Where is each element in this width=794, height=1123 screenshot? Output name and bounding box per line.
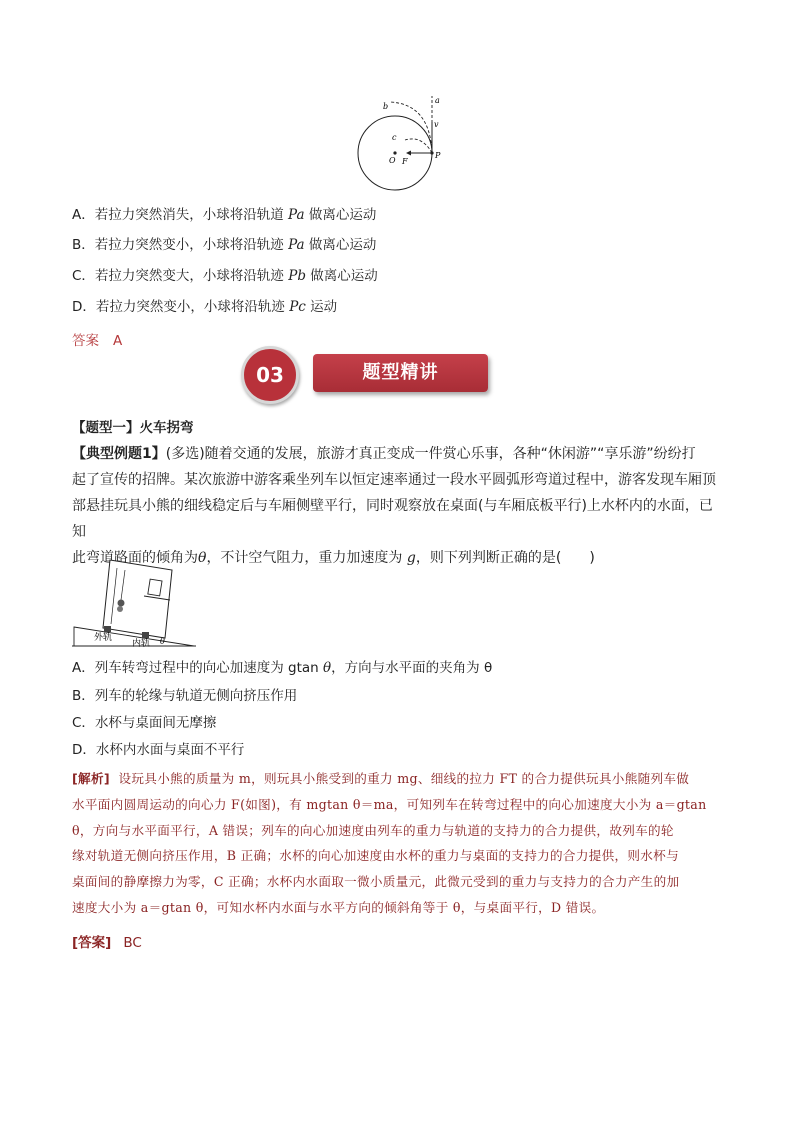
circular-motion-diagram	[350, 92, 450, 197]
topic-heading: 【题型一】火车拐弯	[72, 420, 194, 436]
analysis-line-1: [解析] 设玩具小熊的质量为 m，则玩具小熊受到的重力 mg、细线的拉力 FT 的合力提供玩具小熊随列车做	[72, 771, 690, 786]
example-line-3: 部悬挂玩具小熊的细线稳定后与车厢侧壁平行，同时观察放在桌面(与车厢底板平行)上水杯内的水面，已知	[72, 498, 713, 540]
center-dot	[393, 151, 396, 154]
angle-label: θ	[160, 637, 165, 646]
analysis-block	[72, 766, 724, 921]
force-arrow-head	[406, 151, 411, 156]
section-title-banner: 题型精讲	[313, 354, 488, 392]
label-f: F	[402, 157, 408, 166]
inner-rail-label: 内轨	[132, 639, 151, 649]
label-p: P	[435, 151, 441, 160]
label-c: c	[392, 133, 397, 142]
example-line-2: 起了宣传的招牌。某次旅游中游客乘坐列车以恒定速率通过一段水平圆弧形弯道过程中，游客发现车厢顶	[72, 472, 716, 488]
label-a: a	[435, 96, 440, 105]
q1-option-d: D．若拉力突然变小，小球将沿轨迹 Pc 运动	[72, 299, 338, 315]
trajectory-pc	[405, 139, 432, 153]
point-p-dot	[430, 151, 433, 154]
analysis-line-2: 水平面内圆周运动的向心力 F(如图)，有 mgtan θ＝ma，可知列车在转弯过程中的向心加速度大小为 a＝gtan	[72, 796, 707, 812]
q2-option-b: B．列车的轮缘与轨道无侧向挤压作用	[72, 688, 298, 704]
q1-option-b: B．若拉力突然变小，小球将沿轨迹 Pa 做离心运动	[72, 237, 377, 253]
q1-answer: 答案 A	[72, 333, 123, 349]
q1-option-c: C．若拉力突然变大，小球将沿轨迹 Pb 做离心运动	[72, 268, 378, 284]
section-number-badge: 03	[241, 346, 299, 404]
label-v: v	[434, 120, 439, 129]
toy-bear-icon	[118, 600, 125, 607]
analysis-line-6: 速度大小为 a＝gtan θ，可知水杯内水面与水平方向的倾斜角等于 θ，与桌面平行，D 错误。	[72, 899, 605, 915]
train-car-diagram	[72, 556, 197, 651]
analysis-line-3: θ，方向与水平面平行，A 错误；列车的向心加速度由列车的重力与轨道的支持力的合力提供，故列车的轮	[72, 822, 674, 838]
analysis-line-4: 缘对轨道无侧向挤压作用，B 正确；水杯的向心加速度由水杯的重力与桌面的支持力的合力提供，则水杯与	[72, 848, 679, 864]
label-o: O	[389, 156, 396, 165]
water-cup	[148, 579, 162, 596]
outer-wheel	[104, 626, 111, 632]
inner-wheel	[142, 632, 149, 638]
q2-answer: [答案] BC	[72, 935, 142, 951]
example-problem	[72, 441, 724, 571]
label-b: b	[383, 102, 389, 111]
q2-option-d: D．水杯内水面与桌面不平行	[72, 742, 245, 758]
q2-option-c: C．水杯与桌面间无摩擦	[72, 715, 217, 731]
toy-bear-body	[117, 606, 123, 612]
q1-option-a: A．若拉力突然消失，小球将沿轨道 Pa 做离心运动	[72, 207, 377, 223]
example-line-1: 【典型例题1】(多选)随着交通的发展，旅游才真正变成一件赏心乐事，各种“休闲游”“享乐游”纷纷打	[72, 446, 696, 462]
example-line-4: 此弯道路面的倾角为θ，不计空气阻力，重力加速度为 g，则下列判断正确的是( )	[72, 550, 595, 566]
outer-rail-label: 外轨	[94, 633, 113, 643]
trajectory-pb	[390, 102, 432, 153]
q2-option-a: A．列车转弯过程中的向心加速度为 gtan θ，方向与水平面的夹角为 θ	[72, 660, 493, 676]
analysis-line-5: 桌面间的静摩擦力为零，C 正确；水杯内水面取一微小质量元，此微元受到的重力与支持力的合力产生的加	[72, 874, 680, 890]
